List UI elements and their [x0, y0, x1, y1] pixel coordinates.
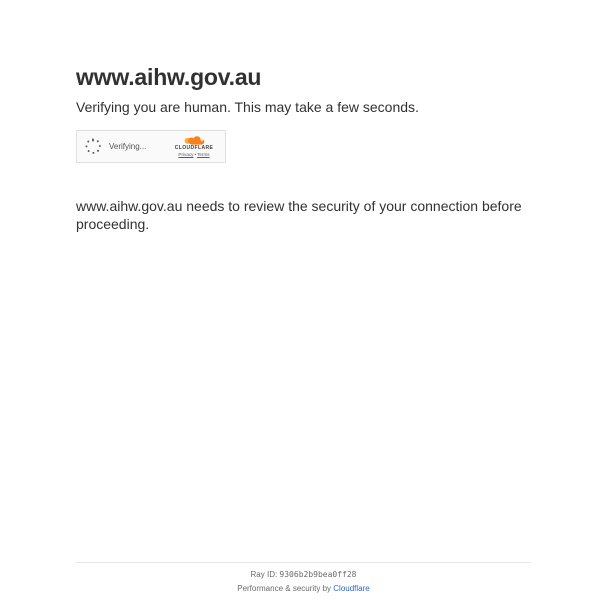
cloudflare-branding [170, 136, 218, 158]
security-notice-text: www.aihw.gov.au needs to review the security of your connection before proceeding. [76, 198, 522, 232]
privacy-link[interactable]: Privacy [178, 151, 194, 157]
cloudflare-turnstile-widget [76, 130, 226, 163]
attribution [76, 584, 531, 593]
terms-link[interactable]: Terms [197, 151, 210, 157]
verification-status-text: Verifying you are human. This may take a few seconds. [76, 99, 419, 115]
main-content [76, 0, 531, 233]
ray-id [76, 570, 531, 579]
cloudflare-logo-icon [182, 136, 206, 145]
footer [76, 562, 531, 593]
widget-legal-links [170, 153, 218, 158]
link-separator: • [194, 151, 197, 157]
page-title: www.aihw.gov.au [76, 64, 262, 90]
spinner-icon [85, 139, 101, 155]
attribution-text: Performance & security by [237, 584, 334, 593]
cloudflare-brand-label: CLOUDFLARE [174, 144, 214, 151]
ray-id-value: 9306b2b9bea0ff28 [279, 570, 357, 579]
ray-id-label: Ray ID: [250, 570, 280, 579]
cloudflare-link[interactable]: Cloudflare [333, 584, 370, 593]
verifying-label: Verifying... [109, 142, 147, 151]
